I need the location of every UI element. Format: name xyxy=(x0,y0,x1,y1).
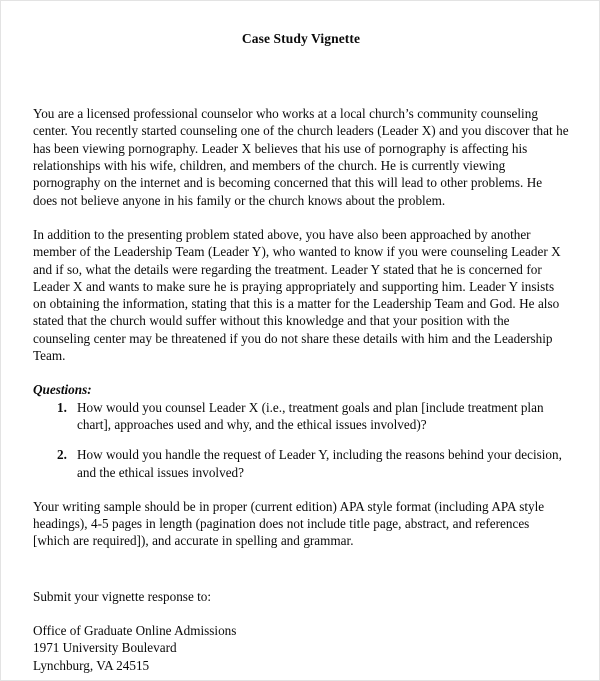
questions-heading: Questions: xyxy=(33,382,92,398)
submission-block xyxy=(33,550,569,674)
vignette-paragraph-1: You are a licensed professional counselor who works at a local church’s community counseling center. You recently started counseling one of the church leaders (Leader X) and you discover that he has been viewing pornography. Leader X believes that his use of pornography is affecting his relationships with his wife, children, and members of the church. He is currently viewing pornography on the internet and is becoming concerned that this will lead to other problems. He does not believe anyone in his family or the church knows about the problem. xyxy=(33,106,569,208)
question-text-1: How would you counsel Leader X (i.e., treatment goals and plan [include treatment plan chart], approaches used and why, and the ethical issues involved)? xyxy=(77,399,544,432)
vignette-body xyxy=(33,47,569,674)
question-item-2 xyxy=(33,446,569,481)
address-line-office: Office of Graduate Online Admissions xyxy=(33,623,237,639)
document-content xyxy=(33,1,569,674)
writing-sample-requirements: Your writing sample should be in proper (current edition) APA style format (including APA style headings), 4-5 pages in length (pagination does not include title page, abstract, and references [which are required]), and accurate in spelling and grammar. xyxy=(33,498,545,549)
question-number-1: 1. xyxy=(57,399,67,415)
questions-list xyxy=(33,399,569,481)
page-title: Case Study Vignette xyxy=(241,31,361,46)
address-line-city-state-zip: Lynchburg, VA 24515 xyxy=(33,657,150,673)
address-line-street: 1971 University Boulevard xyxy=(33,640,177,656)
submit-instruction: Submit your vignette response to: xyxy=(33,588,212,604)
question-text-2: How would you handle the request of Leader Y, including the reasons behind your decision, and the ethical issues involved? xyxy=(77,447,562,480)
question-number-2: 2. xyxy=(57,447,67,463)
vignette-paragraph-2: In addition to the presenting problem stated above, you have also been approached by another member of the Leadership Team (Leader Y), who wanted to know if you were counseling Leader X and if so, what the details were regarding the treatment. Leader Y stated that he is concerned for Leader X and wants to make sure he is praying appropriately and supporting him. Leader Y insists on obtaining the information, stating that this is a matter for the Leadership Team and God. He also stated that the church would suffer without this knowledge and that your position with the counseling center may be threatened if you do not share these details with him and the Leadership Team. xyxy=(33,226,561,364)
mailing-address xyxy=(33,605,569,674)
list-spacer xyxy=(33,481,569,498)
question-item-1 xyxy=(33,399,569,434)
